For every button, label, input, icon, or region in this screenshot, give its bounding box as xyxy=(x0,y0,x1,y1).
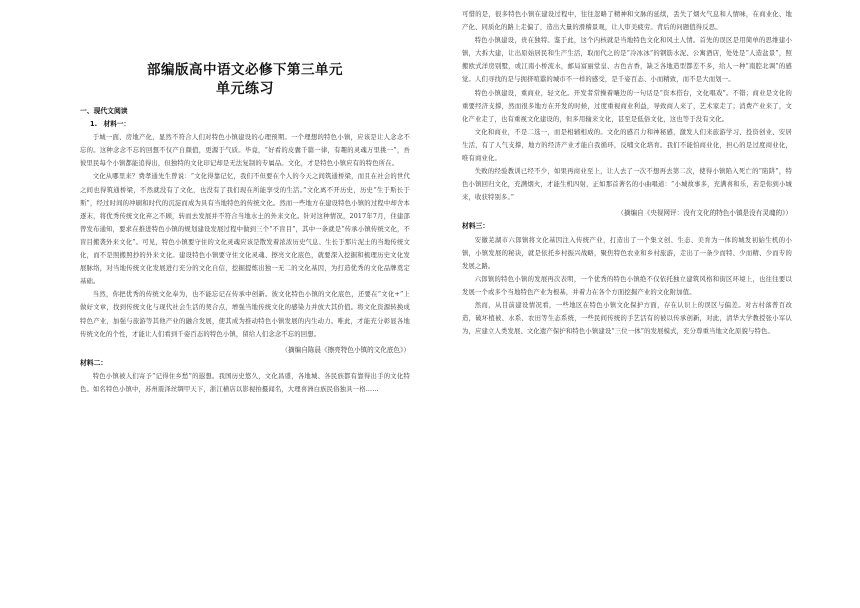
source-citation: （摘编自陈晨《擦亮特色小镇的文化底色》） xyxy=(281,345,410,354)
paragraph: 特色小镇被人们寄予“记得住乡愁”的遐想。我国历史悠久，文化昌盛，各地城、各民族都有靠得出手的文化特色。如名特色小镇中，苏州震泽丝绸甲天下，浙江横店以影视拍摄闻名，大理喜洲白族民俗独具一格…… xyxy=(80,372,410,393)
paragraph: 然而，从目前建设情况看，一些地区在特色小镇文化保护方面，存在认识上的误区与偏差。对古村落普百改造，破坏植被、水系、农田等生态系统，一些民间传统的手艺活有的被以传承创新，对此，清华大学教授张小军认为，应建立人类发展、文化遗产保护和特色小镇建设“三位一体”的发展模式，充分尊重当地文化原貌与特色。 xyxy=(462,301,792,336)
document-title: 部编版高中语文必修下第三单元 xyxy=(147,62,343,78)
material-label: 材料二： xyxy=(80,358,108,367)
left-column xyxy=(80,0,410,608)
document-subtitle: 单元练习 xyxy=(216,81,274,97)
paragraph: 失败的经验教训已经不少，如果再商业至上，让人去了一次不想再去第二次，使得小镇陷入死亡的“陷阱”，特色小镇回归文化，充满烟火，才能生机四射，正如那首著名的小曲唱道：“小城故事多，充满喜和乐，若是你到小城来，收获特别多。” xyxy=(462,168,792,202)
paragraph: 当然，你把优秀的传统文化奉为，也不能忘记在传承中创新。彼文化特色小镇的文化底色，还要在“文化+”上做好文章，找到传统文化与现代社会生活的契合点，增强当地传统文化的感染力并放大其价值。将文化资源转换成特色产业，加强与旅游等其他产业的融合发展，使其成为推动特色小镇发展的内生动力。唯此，才能充分彰显各地传统文化的个性，才能让人们看到千姿百态的特色小镇，留给人们念念不忘的回想。 xyxy=(80,291,410,338)
paragraph: 于城一面、房地产化，显然不符合人们对特色小镇建设的心理预期。一个理想的特色小镇，应该是让人念念不忘的。这种念念不忘的回想不仅产自颜值，更源于气质。毕竟，“好看的皮囊千篇一律，有趣的灵魂万里挑一”，吾彼里民每个小镇都能追得出，但独特的文化印记却是无法复制的专属品。文化，才是特色小镇应有的特色所在。 xyxy=(80,134,410,168)
right-column-text xyxy=(462,8,792,338)
material-label: 材料三： xyxy=(462,222,490,231)
paragraph: 文化从哪里来？费孝通先生曾说：“文化得靠记忆，我们不但要在个人的今天之间筑通桥梁，而且在社会的世代之间也得筑通桥梁，不然就没有了文化，也没有了我们现在所能享受的生活。”文化离不开历史，历史“生于斯长于斯”，经过时间的冲刷和时代的沉淀而成为具有当地特色的传统文化。然而一些地方在建设特色小镇的过程中却舍本逐末，将优秀传统文化弃之不顾，转而去发展并不符合当地水土的外来文化。针对这种情况，2017年7月，住建部曾发布通知，要求在推进特色小镇的规划建设发展过程中做到三个“不盲目”，其中一条就是“传承小镇传统文化，不盲目搬袭外来文化”。可见，特色小镇要守住的文化灵魂应该是散发着浓浓历史气息、生长于那片泥土的当地传统文化，而不是照搬照抄的外来文化。建设特色小镇要守住文化灵魂、擦亮文化底色，就要深入挖掘和梳理历史文化发展脉络，对当地传统文化发展进行充分的文化自信，挖掘提炼出独一无二的文化基因，为打造优秀的文化品牌奠定基础。 xyxy=(80,173,410,286)
paragraph: 特色小镇建设，贵在独特。鉴于此，这个内核就是当地特色文化和风土人情。首先的误区是用简单的思维建小镇，大拆大建，让出原始居民和生产生活，取而代之的是“冷冰冰”的钢筋水泥、公寓酒店，处处是“人造盆景”，照搬欧式洋房别墅，或江南小桥流水，邮局富丽堂皇、古色古香，缺乏各地造型都差不多，给人一种“南腔北调”的感觉。人们寻找的是与拥挤喧嚣的城市不一样的感受，是千姿百态、小而精致，而不是大而划一。 xyxy=(462,37,792,84)
paragraph: 安徽芜湖市六郎镇将文化基因注入传统产业，打造出了一个集文创、生态、美育为一体的城发初始生机的小镇，小镇发展的秘诀，就是依托乡村振兴战略，聚焦特色农业和乡村旅游，走出了一条少而特、少而精、少而专的发展之路。 xyxy=(462,236,792,270)
section-heading: 一、现代文阅读 xyxy=(80,107,128,115)
question-label: 1. 材料一： xyxy=(90,120,131,129)
paragraph: 六郎镇的特色小镇的发展再次表明，一个优秀的特色小镇绝不仅依托独立建筑风格和街区环境上，也往往要以发展一个或多个当地特色产业为根基，并着力在各个方面挖掘产业的文化附加值。 xyxy=(462,275,792,296)
left-column-text xyxy=(80,105,410,396)
paragraph: 可惜的是，很多特色小镇在建设过程中，往往忽略了精神和文脉的延续，丢失了烟火气息和人情味，在商业化、地产化、同质化的路上走偏了，造出大量的滑稽景观，让人审美疲劳。背后的问题值得反思。 xyxy=(462,11,792,32)
source-citation: （摘编自《央视网评：没有文化的特色小镇是没有灵魂的》） xyxy=(617,209,792,218)
paragraph: 特色小镇建设，重商业，轻文化。开发者常操着嚷边的一句话是“资本搭台，文化唱戏”。不错；商业是文化的重要经济支撑，然而很多地方在开发的时候，过度重视商业利益，导致商人来了，艺术家走了；消费产业来了，文化产业走了，也有重视文化建设的，但多用输来文化，甚至是低俗文化，这也等于没有文化。 xyxy=(462,89,792,123)
paragraph: 文化和商业，不是二选一，而是相辅相成的。文化的感召力和神秘感，激发人们来旅游学习、投资创业、安居生活，有了人气支撑，地方的经济产业才能自我循环，反哺文化培育。我们不能怕商业化，担心的是过度商业化，唯有商业化。 xyxy=(462,128,792,163)
right-column xyxy=(462,0,792,608)
